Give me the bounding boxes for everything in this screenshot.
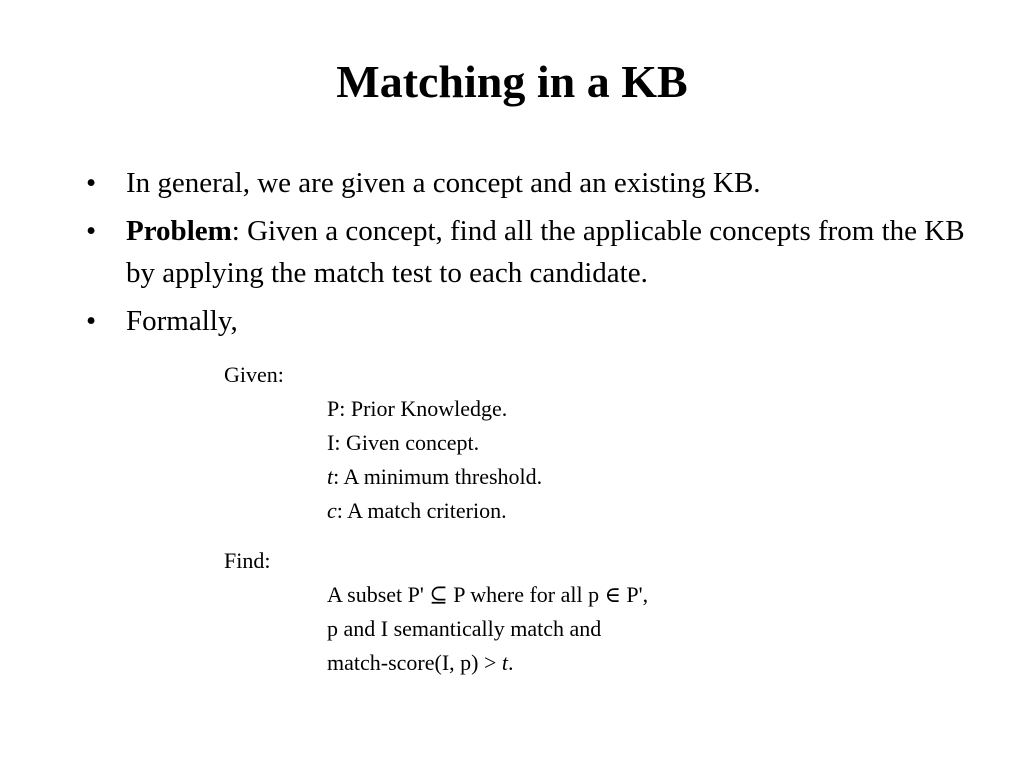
given-var: P [327,396,340,421]
find-line: match-score(I, p) > t. [327,650,514,675]
formal-definition [224,358,648,680]
given-desc: : A minimum threshold. [333,464,543,489]
given-desc: : A match criterion. [336,498,507,523]
bullet-list [86,162,966,348]
bullet-item [86,210,966,294]
bullet-text: Formally, [126,305,238,337]
bullet-symbol: • [86,215,97,247]
find-list [224,578,648,680]
given-desc: : Given concept. [334,430,480,455]
given-item [327,494,648,528]
given-var: c [327,498,337,523]
given-var: t [327,464,334,489]
given-var: I [327,430,335,455]
bullet-symbol: • [86,305,97,337]
given-list [224,392,648,528]
slide-title: Matching in a KB [336,56,688,107]
bullet-symbol: • [86,167,97,199]
given-desc: : Prior Knowledge. [339,396,508,421]
bullet-item [86,300,966,342]
find-line: p and I semantically match and [327,616,602,641]
given-item [327,392,648,426]
bullet-item [86,162,966,204]
given-heading: Given: [224,362,284,387]
bullet-text: In general, we are given a concept and an existing KB. [126,167,761,199]
bullet-text: : Given a concept, find all the applicable concepts from the KB by applying the match test to each candidate. [126,215,965,289]
given-item [327,426,648,460]
find-line: A subset P' ⊆ P where for all p ∈ P', [327,582,649,607]
find-heading: Find: [224,548,271,573]
threshold-var: t [501,650,509,675]
bullet-bold-term: Problem [126,215,232,247]
given-item [327,460,648,494]
